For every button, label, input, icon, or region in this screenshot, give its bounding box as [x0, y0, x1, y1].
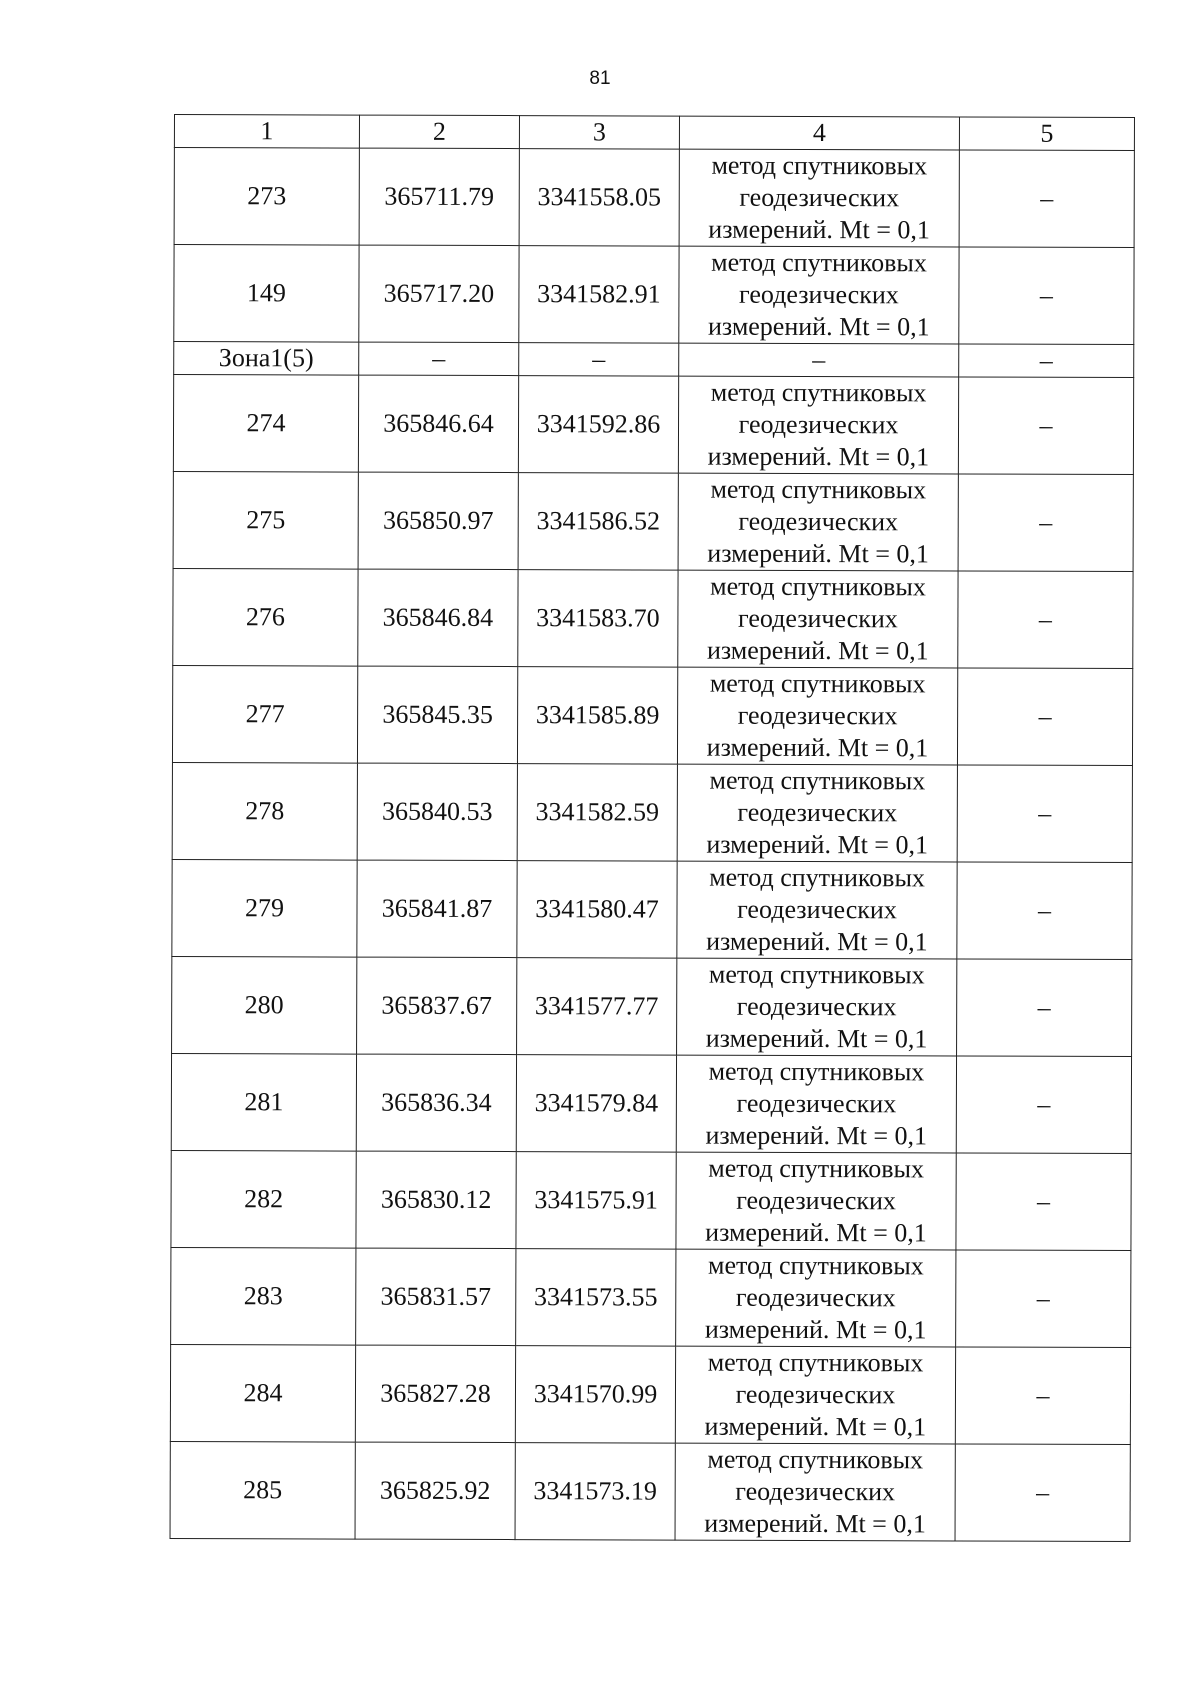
point-number-cell: 281 — [171, 1053, 356, 1151]
table-row — [173, 471, 1133, 571]
dash-cell: – — [955, 1444, 1130, 1542]
y-coordinate-cell: 3341583.70 — [518, 570, 678, 668]
table-row — [173, 375, 1133, 475]
table-row — [171, 1150, 1131, 1250]
column-header: 2 — [359, 115, 519, 149]
column-header: 5 — [959, 117, 1134, 151]
method-cell — [675, 1346, 955, 1444]
method-cell — [677, 764, 957, 862]
dash-cell: – — [958, 571, 1133, 669]
method-line: измерений. Mt = 0,1 — [706, 635, 929, 666]
dash-cell: – — [955, 1347, 1130, 1445]
dash-cell: – — [956, 1250, 1131, 1348]
method-cell — [676, 1055, 956, 1153]
method-line: метод спутниковых — [707, 1444, 924, 1475]
table-row — [174, 148, 1134, 248]
x-coordinate-cell: 365846.64 — [358, 375, 518, 473]
point-number-cell: 273 — [174, 148, 359, 246]
coordinates-table — [170, 114, 1135, 1542]
x-coordinate-cell: 365827.28 — [355, 1345, 515, 1443]
x-coordinate-cell: 365836.34 — [356, 1054, 516, 1152]
method-cell — [677, 861, 957, 959]
method-line: метод спутниковых — [710, 474, 927, 505]
table-row — [172, 762, 1132, 862]
column-header: 4 — [679, 116, 959, 150]
method-cell — [678, 570, 958, 668]
method-line: измерений. Mt = 0,1 — [705, 1120, 928, 1151]
y-coordinate-cell: 3341586.52 — [518, 473, 678, 571]
y-coordinate-cell: 3341573.55 — [516, 1249, 676, 1347]
method-line: измерений. Mt = 0,1 — [706, 926, 928, 957]
x-coordinate-cell: 365717.20 — [359, 245, 519, 343]
method-line: геодезических — [735, 1476, 896, 1507]
point-number-cell: 285 — [170, 1441, 355, 1539]
method-line: метод спутниковых — [708, 1056, 925, 1087]
method-line: метод спутниковых — [711, 150, 928, 181]
column-header: 1 — [174, 115, 359, 149]
x-coordinate-cell: 365846.84 — [358, 569, 518, 667]
method-cell — [678, 376, 958, 474]
method-line: измерений. Mt = 0,1 — [708, 214, 930, 245]
x-coordinate-cell: 365831.57 — [356, 1248, 516, 1346]
method-line: геодезических — [737, 894, 897, 925]
method-line: метод спутниковых — [707, 1347, 924, 1378]
method-line: метод спутниковых — [709, 862, 925, 893]
method-line: геодезических — [737, 797, 898, 828]
method-line: метод спутниковых — [709, 668, 926, 699]
point-number-cell: 280 — [172, 956, 357, 1054]
table-row — [172, 956, 1132, 1056]
x-coordinate-cell: 365841.87 — [357, 860, 517, 958]
zone-row — [174, 342, 1134, 378]
method-line: геодезических — [739, 182, 900, 213]
x-coordinate-cell: 365850.97 — [358, 472, 518, 570]
point-number-cell: 282 — [171, 1150, 356, 1248]
point-number-cell: 278 — [172, 762, 357, 860]
y-coordinate-cell: 3341580.47 — [517, 861, 677, 959]
method-line: геодезических — [739, 279, 899, 310]
dash-cell: – — [959, 247, 1134, 345]
method-cell — [677, 958, 957, 1056]
method-cell — [676, 1249, 956, 1347]
method-line: измерений. Mt = 0,1 — [707, 311, 930, 342]
dash-cell: – — [958, 377, 1133, 475]
method-line: метод спутниковых — [708, 959, 925, 990]
y-coordinate-cell: 3341579.84 — [516, 1055, 676, 1153]
point-number-cell: 275 — [173, 471, 358, 569]
dash-cell: – — [959, 150, 1134, 248]
method-line: геодезических — [736, 991, 897, 1022]
method-line: измерений. Mt = 0,1 — [704, 1508, 926, 1539]
table-row — [170, 1441, 1130, 1541]
y-coordinate-cell: 3341570.99 — [515, 1346, 675, 1444]
method-line: метод спутниковых — [710, 377, 927, 408]
method-line: геодезических — [738, 409, 899, 440]
point-number-cell: 277 — [172, 665, 357, 763]
dash-cell: – — [958, 474, 1133, 572]
method-line: геодезических — [737, 700, 898, 731]
dash-cell: – — [956, 1056, 1131, 1154]
y-coordinate-cell: 3341592.86 — [518, 376, 678, 474]
dash-cell: – — [957, 862, 1132, 960]
method-cell — [676, 1152, 956, 1250]
method-line: измерений. Mt = 0,1 — [704, 1314, 927, 1345]
method-cell — [677, 667, 957, 765]
y-coordinate-cell: 3341558.05 — [519, 149, 679, 247]
method-line: геодезических — [735, 1282, 896, 1313]
method-line: измерений. Mt = 0,1 — [704, 1411, 927, 1442]
method-cell — [678, 473, 958, 571]
dash-cell: – — [956, 1153, 1131, 1251]
method-line: геодезических — [737, 603, 898, 634]
dash-cell: – — [957, 765, 1132, 863]
method-cell — [679, 149, 959, 247]
table-row — [173, 568, 1133, 668]
method-line: измерений. Mt = 0,1 — [706, 732, 929, 763]
x-coordinate-cell: 365840.53 — [357, 763, 517, 861]
dash-cell: – — [359, 342, 519, 376]
method-line: геодезических — [738, 506, 899, 537]
x-coordinate-cell: 365837.67 — [357, 957, 517, 1055]
dash-cell: – — [957, 959, 1132, 1057]
dash-cell: – — [957, 668, 1132, 766]
x-coordinate-cell: 365711.79 — [359, 148, 519, 246]
y-coordinate-cell: 3341573.19 — [515, 1443, 675, 1541]
y-coordinate-cell: 3341582.91 — [519, 246, 679, 344]
method-line: геодезических — [735, 1379, 896, 1410]
table-row — [171, 1053, 1131, 1153]
y-coordinate-cell: 3341582.59 — [517, 764, 677, 862]
method-line: метод спутниковых — [708, 1153, 925, 1184]
method-line: геодезических — [736, 1185, 896, 1216]
point-number-cell: 284 — [170, 1344, 355, 1442]
method-cell — [679, 246, 959, 344]
method-line: измерений. Mt = 0,1 — [706, 829, 929, 860]
x-coordinate-cell: 365830.12 — [356, 1151, 516, 1249]
table-row — [174, 245, 1134, 345]
y-coordinate-cell: 3341585.89 — [517, 667, 677, 765]
dash-cell: – — [679, 343, 959, 377]
table-row — [171, 1247, 1131, 1347]
point-number-cell: 279 — [172, 859, 357, 957]
table-row — [172, 859, 1132, 959]
method-line: измерений. Mt = 0,1 — [705, 1023, 928, 1054]
x-coordinate-cell: 365845.35 — [357, 666, 517, 764]
method-line: измерений. Mt = 0,1 — [707, 538, 929, 569]
point-number-cell: 274 — [173, 375, 358, 473]
y-coordinate-cell: 3341577.77 — [517, 958, 677, 1056]
page-number: 81 — [589, 68, 611, 89]
point-number-cell: 276 — [173, 568, 358, 666]
method-line: измерений. Mt = 0,1 — [705, 1217, 927, 1248]
method-line: метод спутниковых — [711, 247, 927, 278]
table-row — [170, 1344, 1130, 1444]
zone-label-cell: Зона1(5) — [174, 342, 359, 376]
x-coordinate-cell: 365825.92 — [355, 1442, 515, 1540]
method-line: метод спутниковых — [709, 765, 926, 796]
table-body — [170, 115, 1134, 1542]
method-line: измерений. Mt = 0,1 — [707, 441, 930, 472]
table-row — [172, 665, 1132, 765]
method-cell — [675, 1443, 955, 1541]
table-header-row — [174, 115, 1134, 151]
column-header: 3 — [519, 116, 679, 150]
dash-cell: – — [959, 344, 1134, 378]
method-line: метод спутниковых — [710, 571, 926, 602]
method-line: геодезических — [736, 1088, 897, 1119]
point-number-cell: 283 — [171, 1247, 356, 1345]
y-coordinate-cell: 3341575.91 — [516, 1152, 676, 1250]
method-line: метод спутниковых — [707, 1250, 924, 1281]
point-number-cell: 149 — [174, 245, 359, 343]
dash-cell: – — [519, 343, 679, 377]
